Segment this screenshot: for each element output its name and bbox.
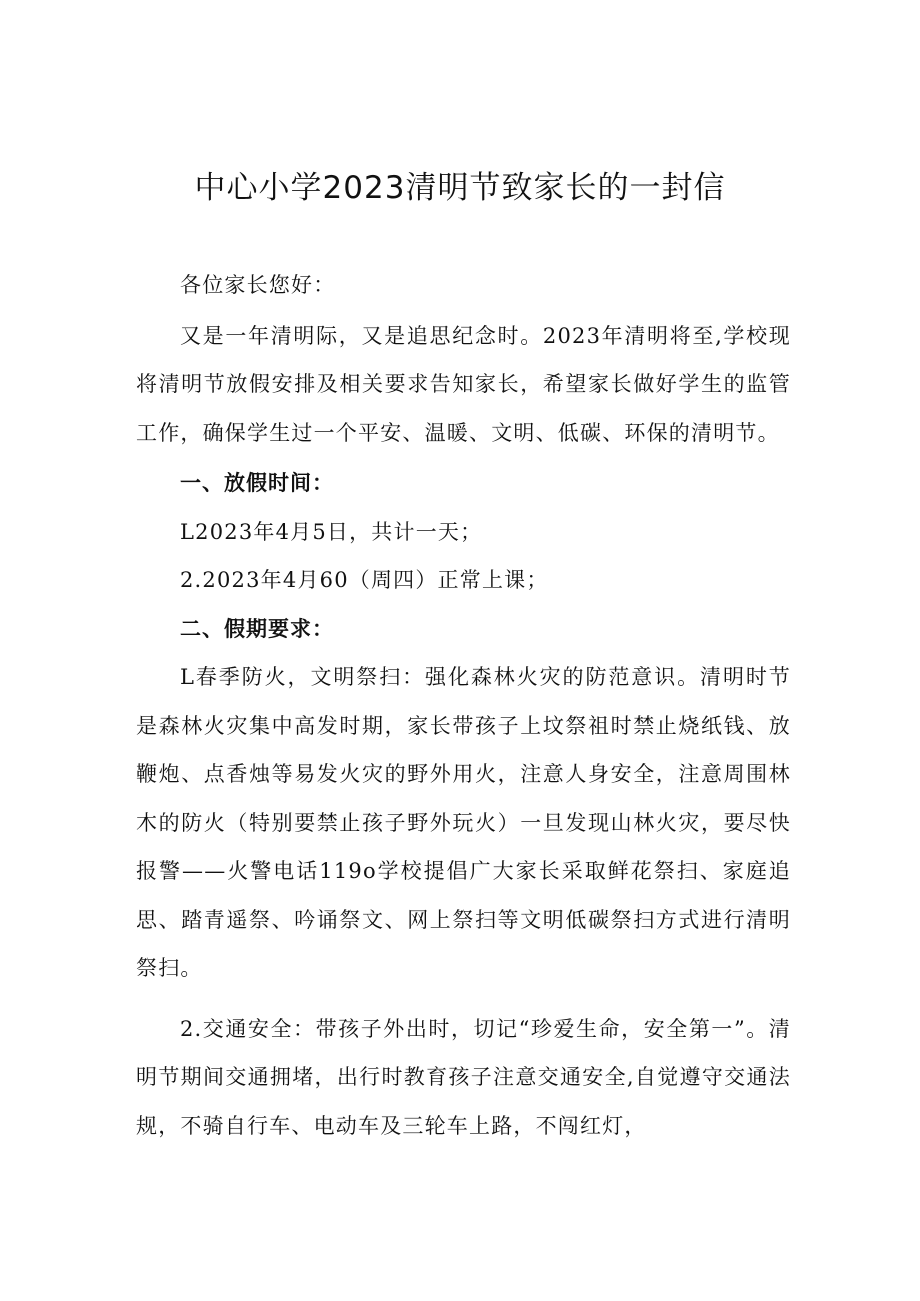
section-heading-holiday-requirements: 二、假期要求：: [180, 616, 334, 641]
holiday-item-2: 2.2023年4月60（周四）正常上课；: [180, 568, 549, 592]
letter-body: [136, 261, 791, 1150]
requirement-item-1: L春季防火，文明祭扫：强化森林火灾的防范意识。清明时节是森林火灾集中高发时期，家长带孩子上坟祭祖时禁止烧纸钱、放鞭炮、点香烛等易发火灾的野外用火，注意人身安全，注意周围林木的防火（特别要禁止孩子野外玩火）一旦发现山林火灾，要尽快报警——火警电话119o学校提倡广大家长采取鲜花祭扫、家庭追思、踏青遥祭、吟诵祭文、网上祭扫等文明低碳祭扫方式进行清明祭扫。: [136, 665, 791, 980]
requirement-item-2: 2.交通安全：带孩子外出时，切记“珍爱生命，安全第一”。清明节期间交通拥堵，出行时教育孩子注意交通安全,自觉遵守交通法规，不骑自行车、电动车及三轮车上路，不闯红灯，: [136, 1016, 791, 1138]
greeting: 各位家长您好：: [180, 273, 336, 297]
section-heading-holiday-time: 一、放假时间：: [180, 471, 334, 495]
document-title: 中心小学2023清明节致家长的一封信: [194, 170, 726, 206]
holiday-item-1: L2023年4月5日，共计一天；: [180, 519, 483, 544]
intro-paragraph: 又是一年清明际，又是追思纪念时。2023年清明将至,学校现将清明节放假安排及相关要求告知家长，希望家长做好学生的监管工作，确保学生过一个平安、温暖、文明、低碳、环保的清明节。: [136, 323, 791, 445]
